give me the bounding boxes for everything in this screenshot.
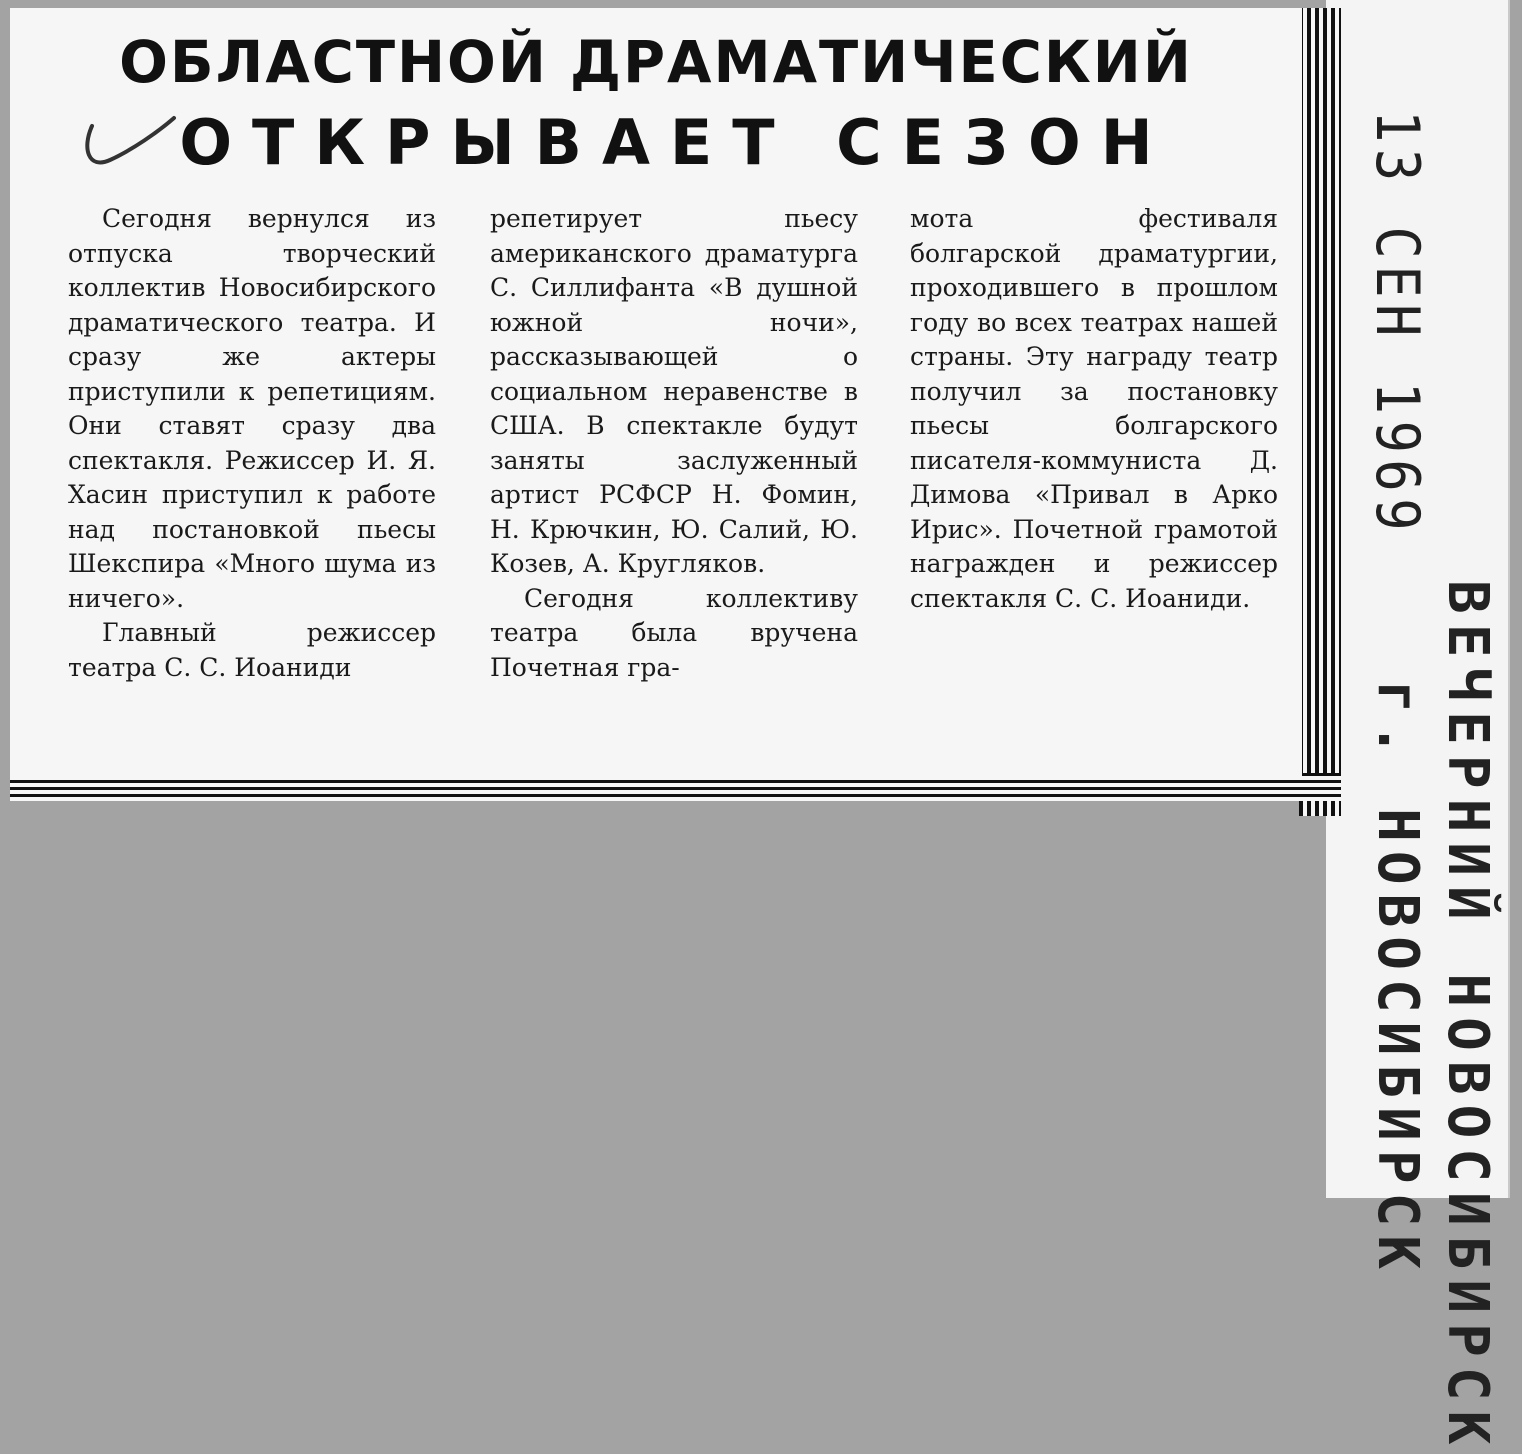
- handwritten-check-mark: [80, 108, 180, 178]
- headline-line-2: ОТКРЫВАЕТ СЕЗОН: [179, 106, 1173, 179]
- article-paragraph: Главный режиссер театра С. С. Иоаниди: [68, 618, 436, 682]
- stamp-newspaper: ВЕЧЕРНИЙ НОВОСИБИРСК: [1435, 580, 1500, 1454]
- article-column-3: [910, 202, 1278, 616]
- stamp-date: 13 СЕН 1969: [1362, 110, 1432, 537]
- article-paragraph: репетирует пьесу американского драматурга С. Силлифанта «В душной южной ночи», рассказывающей о социальном неравенстве в США. В спектакле будут заняты заслуженный артист РСФСР Н. Фомин, Н. Крючкин, Ю. Салий, Ю. Козев, А. Кругляков.: [490, 204, 858, 578]
- article-paragraph: мота фестиваля болгарской драматургии, проходившего в прошлом году во всех театрах нашей страны. Эту награду театр получил за постановку пьесы болгарского писателя-коммуниста Д. Димова «Привал в Арко Ирис». Почетной грамотой награжден и режиссер спектакля С. С. Иоаниди.: [910, 204, 1278, 613]
- article-column-1: [68, 202, 436, 685]
- newspaper-clipping: [10, 8, 1302, 778]
- article-column-2: [490, 202, 858, 685]
- article-paragraph: Сегодня коллективу театра была вручена Почетная гра-: [490, 583, 858, 682]
- stamp-city: г. НОВОСИБИРСК: [1365, 680, 1430, 1279]
- headline-line-1: ОБЛАСТНОЙ ДРАМАТИЧЕСКИЙ: [119, 28, 1193, 96]
- article-paragraph: Сегодня вернулся из отпуска творческий коллектив Новосибирского драматического театра. И сразу же актеры приступили к репетициям. Они ставят сразу два спектакля. Режиссер И. Я. Хасин приступил к работе над постановкой пьесы Шекспира «Много шума из ничего».: [68, 204, 436, 613]
